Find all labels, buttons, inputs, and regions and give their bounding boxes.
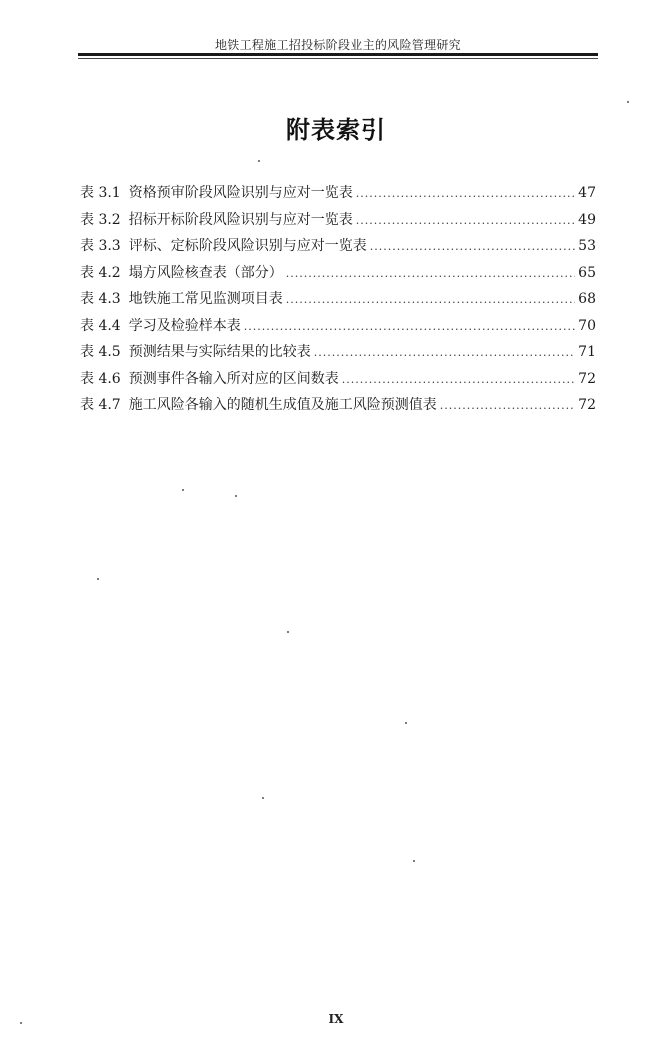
toc-entry-label: 表 4.3: [80, 291, 121, 307]
scan-speck: [262, 797, 264, 799]
toc-entry-label: 表 4.6: [80, 370, 121, 387]
toc-entry-title: 预测事件各输入所对应的区间数表: [128, 370, 339, 387]
toc-entry[interactable]: [80, 207, 596, 234]
header-rule-thin: [78, 58, 598, 59]
scan-speck: [235, 495, 237, 497]
toc-entry[interactable]: [80, 180, 596, 207]
toc-entry-page: 47: [578, 185, 596, 201]
toc-entry-label: 表 3.2: [80, 211, 121, 228]
toc-entry-page: 65: [578, 264, 596, 281]
toc-entry[interactable]: [80, 339, 596, 366]
toc-entry[interactable]: [80, 260, 596, 287]
scan-speck: [413, 860, 415, 862]
toc-entry-page: 71: [578, 344, 596, 360]
toc-entry-label: 表 4.7: [80, 397, 121, 413]
dot-leader: [286, 261, 575, 288]
toc-entry-title: 施工风险各输入的随机生成值及施工风险预测值表: [128, 397, 437, 413]
dot-leader: [440, 393, 575, 420]
toc-entry-page: 70: [578, 317, 596, 334]
scan-speck: [405, 722, 407, 724]
header-rule-thick: [78, 53, 598, 56]
toc-entry[interactable]: [80, 366, 596, 393]
scan-speck: [287, 631, 289, 633]
page-number: IX: [328, 1012, 344, 1026]
toc-entry[interactable]: [80, 313, 596, 340]
toc-entry-page: 72: [578, 370, 596, 387]
toc-entry-title: 地铁施工常见监测项目表: [128, 291, 283, 307]
toc-entry[interactable]: [80, 286, 596, 313]
scan-speck: [182, 489, 184, 491]
toc-entry-page: 72: [578, 397, 596, 413]
dot-leader: [314, 340, 575, 367]
toc-entry-title: 塌方风险核查表（部分）: [128, 264, 283, 281]
toc-entry-page: 53: [578, 238, 596, 254]
dot-leader: [342, 367, 575, 394]
scan-speck: [97, 578, 99, 580]
toc-entry-label: 表 3.1: [80, 185, 121, 201]
toc-entry-label: 表 4.4: [80, 317, 121, 334]
dot-leader: [286, 287, 575, 314]
scan-speck: [258, 160, 260, 162]
toc-entry[interactable]: [80, 392, 596, 419]
dot-leader: [356, 181, 575, 208]
toc-entry-title: 资格预审阶段风险识别与应对一览表: [128, 185, 353, 201]
dot-leader: [244, 314, 575, 341]
toc-entry-label: 表 3.3: [80, 238, 121, 254]
page-title: 附表索引: [286, 116, 386, 144]
toc-entry-page: 49: [578, 211, 596, 228]
dot-leader: [370, 234, 575, 261]
running-header: 地铁工程施工招投标阶段业主的风险管理研究: [214, 38, 461, 52]
table-index-list: [80, 180, 596, 419]
toc-entry-title: 评标、定标阶段风险识别与应对一览表: [128, 238, 367, 254]
scan-speck: [627, 101, 629, 103]
toc-entry[interactable]: [80, 233, 596, 260]
dot-leader: [356, 208, 575, 235]
toc-entry-title: 学习及检验样本表: [128, 317, 241, 334]
toc-entry-title: 预测结果与实际结果的比较表: [128, 344, 311, 360]
toc-entry-label: 表 4.5: [80, 344, 121, 360]
toc-entry-page: 68: [578, 291, 596, 307]
toc-entry-label: 表 4.2: [80, 264, 121, 281]
toc-entry-title: 招标开标阶段风险识别与应对一览表: [128, 211, 353, 228]
